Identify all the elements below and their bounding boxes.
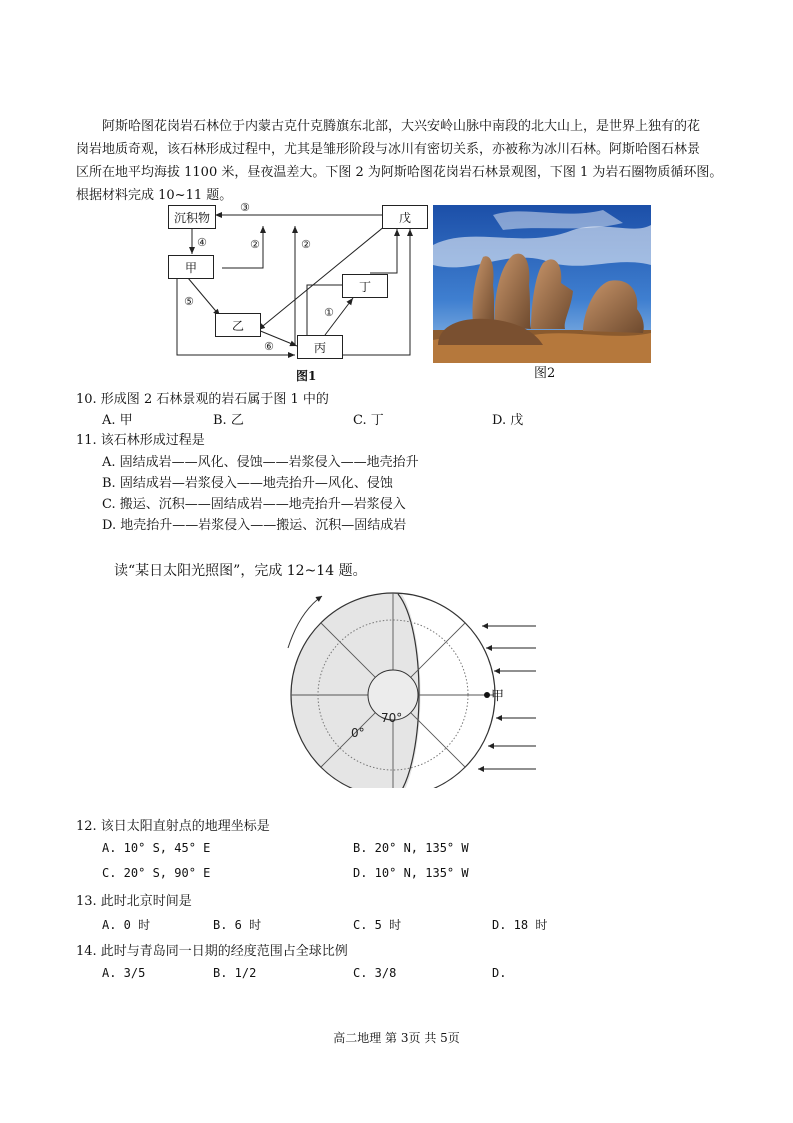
q12-option-d[interactable]: D. 10° N, 135° W	[353, 866, 469, 880]
q13-option-b[interactable]: B. 6 时	[213, 918, 262, 932]
arrow-label-6: ⑥	[264, 340, 274, 353]
q11-stem: 11. 该石林形成过程是	[76, 433, 205, 448]
arrow-label-4: ④	[197, 236, 207, 249]
q14-stem: 14. 此时与青岛同一日期的经度范围占全球比例	[76, 944, 348, 959]
intro-line-2: 岗岩地质奇观，该石林形成过程中，尤其是雏形阶段与冰川有密切关系，亦被称为冰川石林。阿斯哈图石林景	[76, 142, 701, 157]
q12-stem: 12. 该日太阳直射点的地理坐标是	[76, 819, 270, 834]
q13-option-a[interactable]: A. 0 时	[102, 918, 151, 932]
q13-stem: 13. 此时北京时间是	[76, 894, 192, 909]
box-yi: 乙	[215, 313, 261, 337]
box-sediment: 沉积物	[168, 205, 216, 229]
intro-line-4: 根据材料完成 10~11 题。	[76, 188, 233, 203]
q14-option-c[interactable]: C. 3/8	[353, 966, 397, 980]
box-wu: 戊	[382, 205, 428, 229]
intro-paragraph	[76, 115, 776, 207]
arrow-label-3: ③	[240, 201, 250, 214]
q10-option-c[interactable]: C. 丁	[353, 413, 384, 428]
stone-forest-illustration	[433, 205, 651, 363]
section2-intro: 读“某日太阳光照图”，完成 12~14 题。	[114, 563, 367, 579]
q11-option-c[interactable]: C. 搬运、沉积——固结成岩——地壳抬升—岩浆侵入	[102, 497, 406, 512]
intro-line-3: 区所在地平均海拔 1100 米，昼夜温差大。下图 2 为阿斯哈图花岗岩石林景观图，下图 1 为岩石圈物质循环图。	[76, 165, 723, 180]
stone-forest-photo	[433, 205, 651, 363]
q14-option-d[interactable]: D.	[492, 966, 507, 980]
arrow-label-1: ①	[324, 306, 334, 319]
q10-stem: 10. 形成图 2 石林景观的岩石属于图 1 中的	[76, 392, 329, 407]
arrow-label-2b: ②	[301, 238, 311, 251]
q10-option-b[interactable]: B. 乙	[213, 413, 244, 428]
q11-option-a[interactable]: A. 固结成岩——风化、侵蚀——岩浆侵入——地壳抬升	[102, 455, 419, 470]
q12-option-b[interactable]: B. 20° N, 135° W	[353, 841, 469, 855]
illumination-svg	[278, 588, 540, 788]
q10-option-d[interactable]: D. 戊	[492, 413, 524, 428]
box-ding: 丁	[342, 274, 388, 298]
box-jia: 甲	[168, 255, 214, 279]
label-70-latitude: 70°	[381, 711, 403, 725]
figure2-caption: 图2	[534, 366, 556, 381]
arrow-label-5: ⑤	[184, 295, 194, 308]
q10-option-a[interactable]: A. 甲	[102, 413, 133, 428]
q12-option-a[interactable]: A. 10° S, 45° E	[102, 841, 211, 855]
q14-option-a[interactable]: A. 3/5	[102, 966, 146, 980]
rock-cycle-diagram	[160, 198, 430, 388]
q11-option-b[interactable]: B. 固结成岩—岩浆侵入——地壳抬升—风化、侵蚀	[102, 476, 393, 491]
figure1-caption: 图1	[296, 369, 317, 383]
page-footer: 高二地理 第 3页 共 5页	[333, 1031, 460, 1045]
intro-line-1: 阿斯哈图花岗岩石林位于内蒙古克什克腾旗东北部，大兴安岭山脉中南段的北大山上，是世界上独有的花	[102, 119, 701, 134]
label-jia-point: 甲	[491, 689, 505, 704]
q13-option-d[interactable]: D. 18 时	[492, 918, 548, 932]
illumination-diagram	[278, 588, 540, 788]
q14-option-b[interactable]: B. 1/2	[213, 966, 257, 980]
q13-option-c[interactable]: C. 5 时	[353, 918, 402, 932]
q11-option-d[interactable]: D. 地壳抬升——岩浆侵入——搬运、沉积—固结成岩	[102, 518, 407, 533]
q12-option-c[interactable]: C. 20° S, 90° E	[102, 866, 211, 880]
label-zero-meridian: 0°	[351, 726, 365, 740]
arrow-label-2a: ②	[250, 238, 260, 251]
box-bing: 丙	[297, 335, 343, 359]
